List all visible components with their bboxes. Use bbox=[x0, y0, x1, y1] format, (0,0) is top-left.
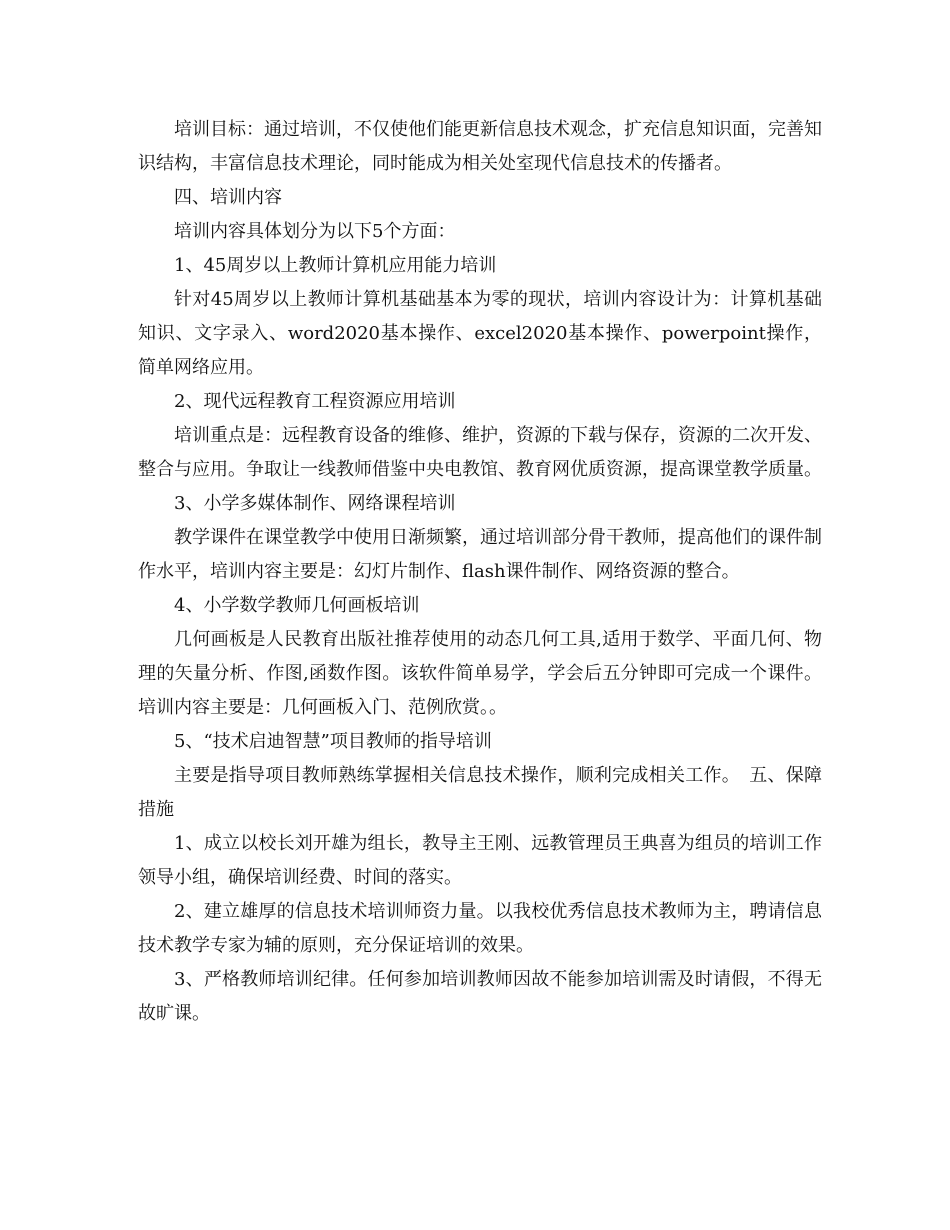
subheading-item-5: 5、“技术启迪智慧”项目教师的指导培训 bbox=[174, 731, 492, 752]
paragraph-item-3: 教学课件在课堂教学中使用日渐频繁，通过培训部分骨干教师，提高他们的课件制作水平，培训内容主要是：幻灯片制作、flash课件制作、网络资源的整合。 bbox=[138, 527, 822, 582]
subheading-item-2: 2、现代远程教育工程资源应用培训 bbox=[174, 391, 456, 412]
subheading-item-4: 4、小学数学教师几何画板培训 bbox=[174, 595, 420, 616]
paragraph-training-goal: 培训目标：通过培训，不仅使他们能更新信息技术观念，扩充信息知识面，完善知识结构，丰富信息技术理论，同时能成为相关处室现代信息技术的传播者。 bbox=[138, 119, 822, 174]
subheading-item-1: 1、45周岁以上教师计算机应用能力培训 bbox=[174, 255, 497, 276]
subheading-item-3: 3、小学多媒体制作、网络课程培训 bbox=[174, 493, 456, 514]
paragraph-item-2: 培训重点是：远程教育设备的维修、维护，资源的下载与保存，资源的二次开发、整合与应用。争取让一线教师借鉴中央电教馆、教育网优质资源，提高课堂教学质量。 bbox=[138, 425, 822, 480]
paragraph-measure-2: 2、建立雄厚的信息技术培训师资力量。以我校优秀信息技术教师为主，聘请信息技术教学专家为辅的原则，充分保证培训的效果。 bbox=[138, 901, 822, 956]
paragraph-content-intro: 培训内容具体划分为以下5个方面： bbox=[174, 221, 456, 242]
paragraph-item-5: 主要是指导项目教师熟练掌握相关信息技术操作，顺利完成相关工作。 五、保障措施 bbox=[138, 765, 822, 820]
paragraph-measure-1: 1、成立以校长刘开雄为组长，教导主王刚、远教管理员王典喜为组员的培训工作领导小组，确保培训经费、时间的落实。 bbox=[138, 833, 822, 888]
paragraph-measure-3: 3、严格教师培训纪律。任何参加培训教师因故不能参加培训需及时请假，不得无故旷课。 bbox=[138, 969, 822, 1024]
paragraph-item-4: 几何画板是人民教育出版社推荐使用的动态几何工具,适用于数学、平面几何、物理的矢量分析、作图,函数作图。该软件简单易学，学会后五分钟即可完成一个课件。培训内容主要是：几何画板入门、范例欣赏。。 bbox=[138, 629, 822, 718]
heading-training-content: 四、培训内容 bbox=[174, 187, 282, 208]
paragraph-item-1: 针对45周岁以上教师计算机基础基本为零的现状，培训内容设计为：计算机基础知识、文字录入、word2020基本操作、excel2020基本操作、powerpoint操作，简单网络应用。 bbox=[138, 289, 822, 378]
document-body bbox=[138, 113, 822, 1031]
